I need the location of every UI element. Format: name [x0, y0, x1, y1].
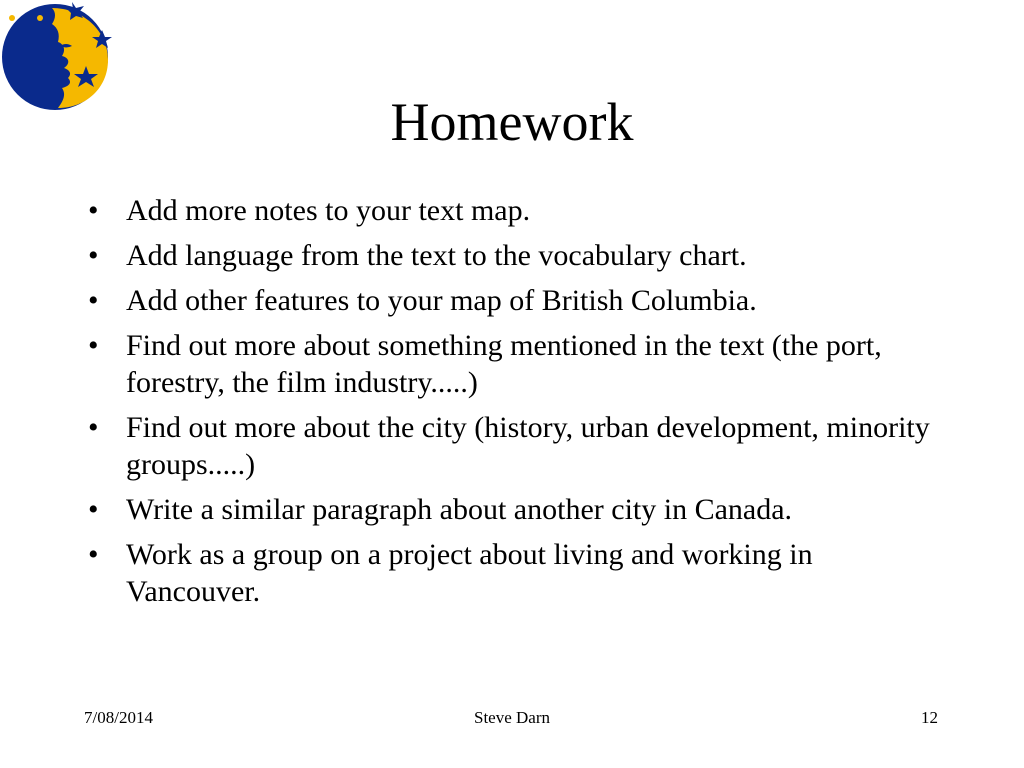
list-item-text: Find out more about something mentioned in the text (the port, forestry, the film industry.....)	[126, 329, 882, 399]
list-item-text: Work as a group on a project about living and working in Vancouver.	[126, 538, 813, 608]
list-item	[84, 491, 934, 528]
bullet-icon: •	[88, 411, 99, 444]
slide-title: Homework	[390, 92, 634, 152]
list-item	[84, 536, 934, 610]
footer-page-number: 12	[921, 708, 938, 727]
list-item-text: Add language from the text to the vocabulary chart.	[126, 239, 747, 272]
list-item	[84, 237, 934, 274]
footer-author: Steve Darn	[473, 708, 550, 727]
list-item	[84, 327, 934, 401]
footer-date: 7/08/2014	[84, 708, 153, 727]
bullet-icon: •	[88, 194, 99, 227]
bullet-icon: •	[88, 284, 99, 317]
bullet-list	[84, 192, 934, 618]
list-item-text: Add more notes to your text map.	[126, 194, 531, 227]
list-item-text: Write a similar paragraph about another city in Canada.	[126, 493, 793, 526]
list-item-text: Add other features to your map of British Columbia.	[126, 284, 757, 317]
list-item	[84, 192, 934, 229]
bullet-icon: •	[88, 239, 99, 272]
list-item	[84, 282, 934, 319]
bullet-icon: •	[88, 493, 99, 526]
bullet-icon: •	[88, 538, 99, 571]
list-item-text: Find out more about the city (history, urban development, minority groups.....)	[126, 411, 930, 481]
bullet-icon: •	[88, 329, 99, 362]
list-item	[84, 409, 934, 483]
